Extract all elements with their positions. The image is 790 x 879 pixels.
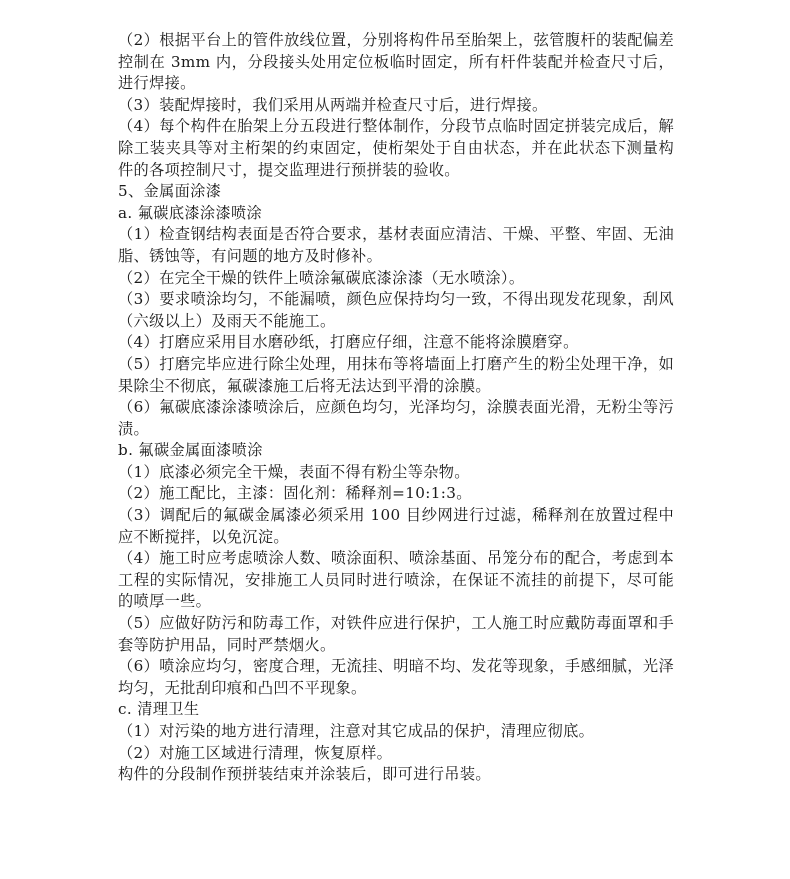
paragraph-primer-5: （5）打磨完毕应进行除尘处理，用抹布等将墙面上打磨产生的粉尘处理干净，如果除尘不彻底，氟碳漆施工后将无法达到平滑的涂膜。: [118, 354, 674, 395]
paragraph-step-2-assembly: （2）根据平台上的管件放线位置，分别将构件吊至胎架上，弦管腹杆的装配偏差控制在 3mm 内，分段接头处用定位板临时固定，所有杆件装配并检查尺寸后，进行焊接。: [118, 31, 674, 93]
paragraph-primer-2: （2）在完全干燥的铁件上喷涂氟碳底漆涂漆（无水喷涂）。: [118, 268, 525, 287]
subsection-heading-cleanup: c. 清理卫生: [118, 700, 200, 719]
paragraph-primer-3: （3）要求喷涂均匀，不能漏喷，颜色应保持均匀一致，不得出现发花现象，刮风（六级以上）及雨天不能施工。: [118, 290, 674, 330]
paragraph-step-4-fabrication: （4）每个构件在胎架上分五段进行整体制作，分段节点临时固定拼装完成后，解除工装夹具等对主桁架的约束固定，使桁架处于自由状态，并在此状态下测量构件的各项控制尺寸，提交监理进行预拼装的验收。: [118, 117, 674, 179]
paragraph-topcoat-3: （3）调配后的氟碳金属漆必须采用 100 目纱网进行过滤，稀释剂在放置过程中应不断搅拌，以免沉淀。: [118, 506, 674, 546]
paragraph-topcoat-4: （4）施工时应考虑喷涂人数、喷涂面积、喷涂基面、吊笼分布的配合，考虑到本工程的实际情况，安排施工人员同时进行喷涂，在保证不流挂的前提下，尽可能的喷厚一些。: [118, 549, 674, 611]
paragraph-topcoat-5: （5）应做好防污和防毒工作，对铁件应进行保护，工人施工时应戴防毒面罩和手套等防护用品，同时严禁烟火。: [118, 614, 674, 654]
paragraph-topcoat-6: （6）喷涂应均匀，密度合理，无流挂、明暗不均、发花等现象，手感细腻，光泽均匀，无批刮印痕和凸凹不平现象。: [118, 657, 674, 697]
document-body: [118, 30, 674, 786]
paragraph-primer-1: （1）检查钢结构表面是否符合要求，基材表面应清洁、干燥、平整、牢固、无油脂、锈蚀等，有问题的地方及时修补。: [118, 225, 674, 265]
paragraph-cleanup-1: （1）对污染的地方进行清理，注意对其它成品的保护，清理应彻底。: [118, 722, 595, 740]
paragraph-topcoat-1: （1）底漆必须完全干燥，表面不得有粉尘等杂物。: [118, 462, 470, 481]
paragraph-primer-6: （6）氟碳底漆涂漆喷涂后，应颜色均匀，光泽均匀，涂膜表面光滑，无粉尘等污渍。: [118, 398, 674, 438]
paragraph-conclusion: 构件的分段制作预拼装结束并涂装后，即可进行吊装。: [118, 765, 491, 784]
subsection-heading-primer: a. 氟碳底漆涂漆喷涂: [118, 203, 263, 222]
paragraph-cleanup-2: （2）对施工区域进行清理，恢复原样。: [118, 743, 393, 762]
paragraph-step-3-welding: （3）装配焊接时，我们采用从两端并检查尺寸后，进行焊接。: [118, 95, 548, 114]
subsection-heading-topcoat: b. 氟碳金属面漆喷涂: [118, 441, 263, 460]
paragraph-topcoat-2: （2）施工配比，主漆：固化剂：稀释剂=10:1:3。: [118, 484, 472, 503]
section-heading-metal-painting: 5、金属面涂漆: [118, 182, 222, 201]
paragraph-primer-4: （4）打磨应采用目水磨砂纸，打磨应仔细，注意不能将涂膜磨穿。: [118, 333, 579, 352]
